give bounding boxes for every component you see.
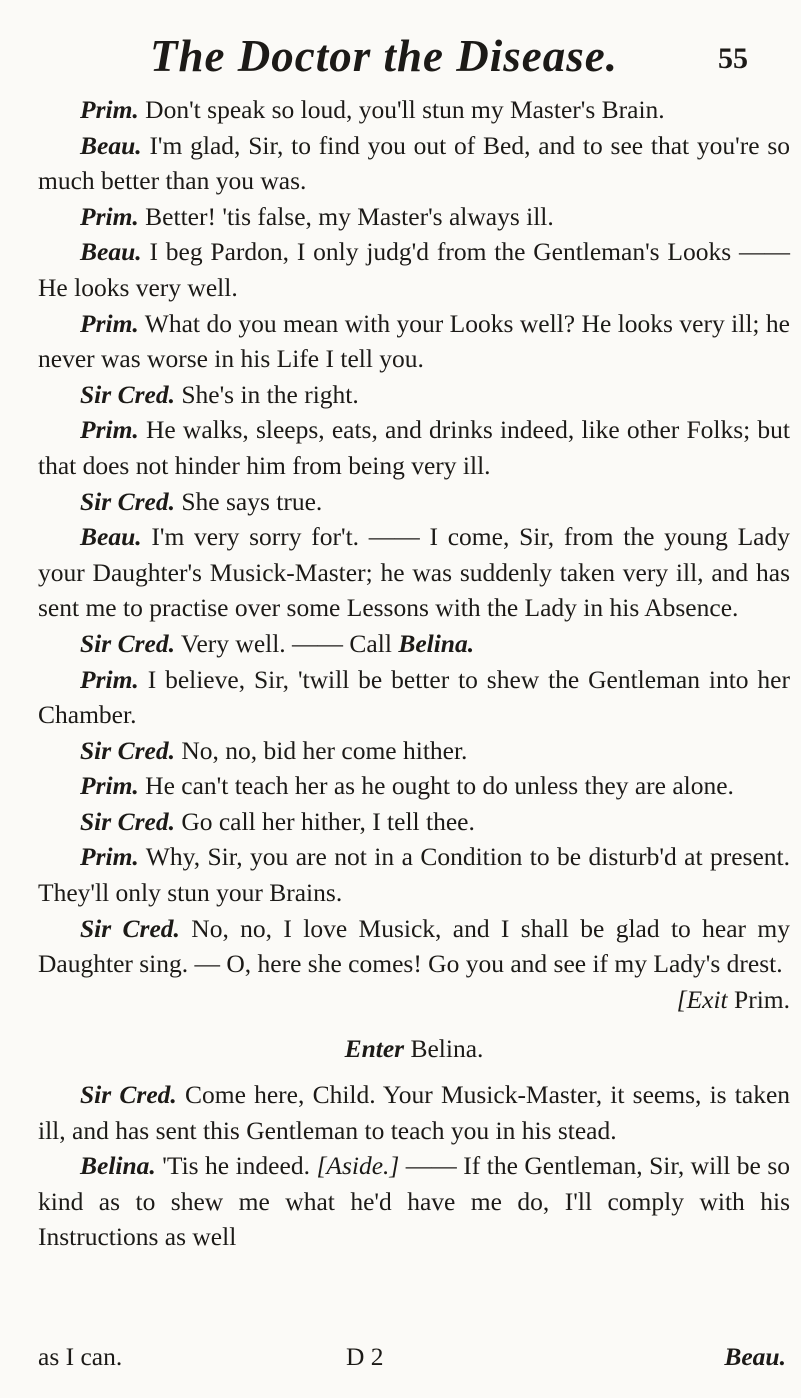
speech: Come here, Child. Your Musick-Master, it seems, is taken ill, and has sent this Gentleman to teach you in his stead. (38, 1080, 791, 1145)
dialogue-line (38, 92, 790, 128)
exit-word: [Exit (676, 984, 728, 1014)
page-number: 55 (718, 42, 748, 75)
exit-name: Prim. (734, 984, 790, 1014)
speaker: Beau. (80, 522, 142, 552)
speech: I'm glad, Sir, to find you out of Bed, and to see that you're so much better than you was. (38, 130, 791, 196)
speech: Why, Sir, you are not in a Condition to be disturb'd at present. They'll only stun your Brains. (38, 842, 790, 908)
speech: She's in the right. (181, 379, 359, 409)
speech: He can't teach her as he ought to do unless they are alone. (145, 771, 734, 801)
speech: She says true. (181, 486, 323, 516)
dialogue-line (38, 1148, 790, 1255)
stage-name: Belina. (398, 628, 475, 658)
speaker: Belina. (80, 1151, 156, 1181)
speech: Don't speak so loud, you'll stun my Master's Brain. (145, 95, 665, 124)
dialogue-line (38, 839, 790, 910)
speaker: Sir Cred. (80, 628, 175, 658)
speaker: Beau. (80, 237, 142, 267)
speaker: Sir Cred. (80, 1080, 177, 1110)
speech: No, no, I love Musick, and I shall be glad to hear my Daughter sing. — O, here she comes! Go you and see if my Lady's drest. (38, 913, 790, 979)
running-title: The Doctor the Disease. (150, 31, 618, 81)
dialogue-line (38, 768, 790, 804)
dialogue-line (38, 128, 790, 199)
speech-continued: —— If the Gentleman, Sir, will be so kind as to shew me what he'd have me do, I'll comply with his Instructions as well (38, 1151, 791, 1252)
speaker: Prim. (80, 95, 139, 124)
dialogue-line (38, 733, 790, 769)
play-text (38, 92, 790, 1255)
exit-direction (38, 982, 790, 1018)
speech: I believe, Sir, 'twill be better to shew the Gentleman into her Chamber. (38, 664, 790, 730)
speech: Go call her hither, I tell thee. (181, 806, 475, 836)
entrance-direction (38, 1031, 790, 1067)
speech: He walks, sleeps, eats, and drinks indeed, like other Folks; but that does not hinder him from being very ill. (38, 415, 791, 480)
dialogue-line (38, 199, 790, 235)
speaker: Sir Cred. (80, 735, 175, 765)
catchword: Beau. (724, 1342, 786, 1371)
speech: I'm very sorry for't. —— I come, Sir, from the young Lady your Daughter's Musick-Master; he was suddenly taken very ill, and has sent me to practise over some Lessons with the Lady in his Absence. (38, 522, 791, 623)
speaker: Prim. (80, 664, 139, 694)
speech: 'Tis he indeed. (162, 1151, 310, 1181)
speaker: Prim. (80, 415, 139, 445)
speaker: Sir Cred. (80, 486, 175, 516)
speech: Very well. —— Call (180, 628, 392, 658)
dialogue-line (38, 626, 790, 662)
speaker: Beau. (80, 130, 142, 160)
dialogue-line (38, 234, 790, 305)
dialogue-line (38, 412, 790, 483)
page-footer (38, 1342, 790, 1378)
speaker: Prim. (80, 308, 139, 338)
dialogue-line (38, 1077, 790, 1148)
signature-mark: D 2 (346, 1342, 384, 1371)
dialogue-line (38, 484, 790, 520)
speaker: Prim. (80, 842, 139, 872)
speaker: Prim. (80, 771, 139, 801)
speaker: Sir Cred. (80, 379, 175, 409)
speech: Better! 'tis false, my Master's always ill. (145, 201, 554, 231)
dialogue-line (38, 519, 790, 626)
dialogue-line (38, 377, 790, 413)
speech: I beg Pardon, I only judg'd from the Gentleman's Looks —— He looks very well. (38, 237, 791, 302)
enter-word: Enter (344, 1034, 405, 1064)
aside: [Aside.] (316, 1151, 400, 1181)
speaker: Sir Cred. (80, 806, 175, 836)
dialogue-line (38, 911, 790, 982)
running-header (0, 30, 801, 90)
speech: What do you mean with your Looks well? He looks very ill; he never was worse in his Life I tell you. (38, 308, 790, 374)
speaker: Sir Cred. (80, 913, 180, 943)
speech: No, no, bid her come hither. (181, 735, 468, 765)
dialogue-line (38, 662, 790, 733)
speaker: Prim. (80, 201, 139, 231)
enter-name: Belina. (410, 1034, 484, 1064)
last-line: as I can. (38, 1342, 123, 1371)
dialogue-line (38, 804, 790, 840)
dialogue-line (38, 306, 790, 377)
